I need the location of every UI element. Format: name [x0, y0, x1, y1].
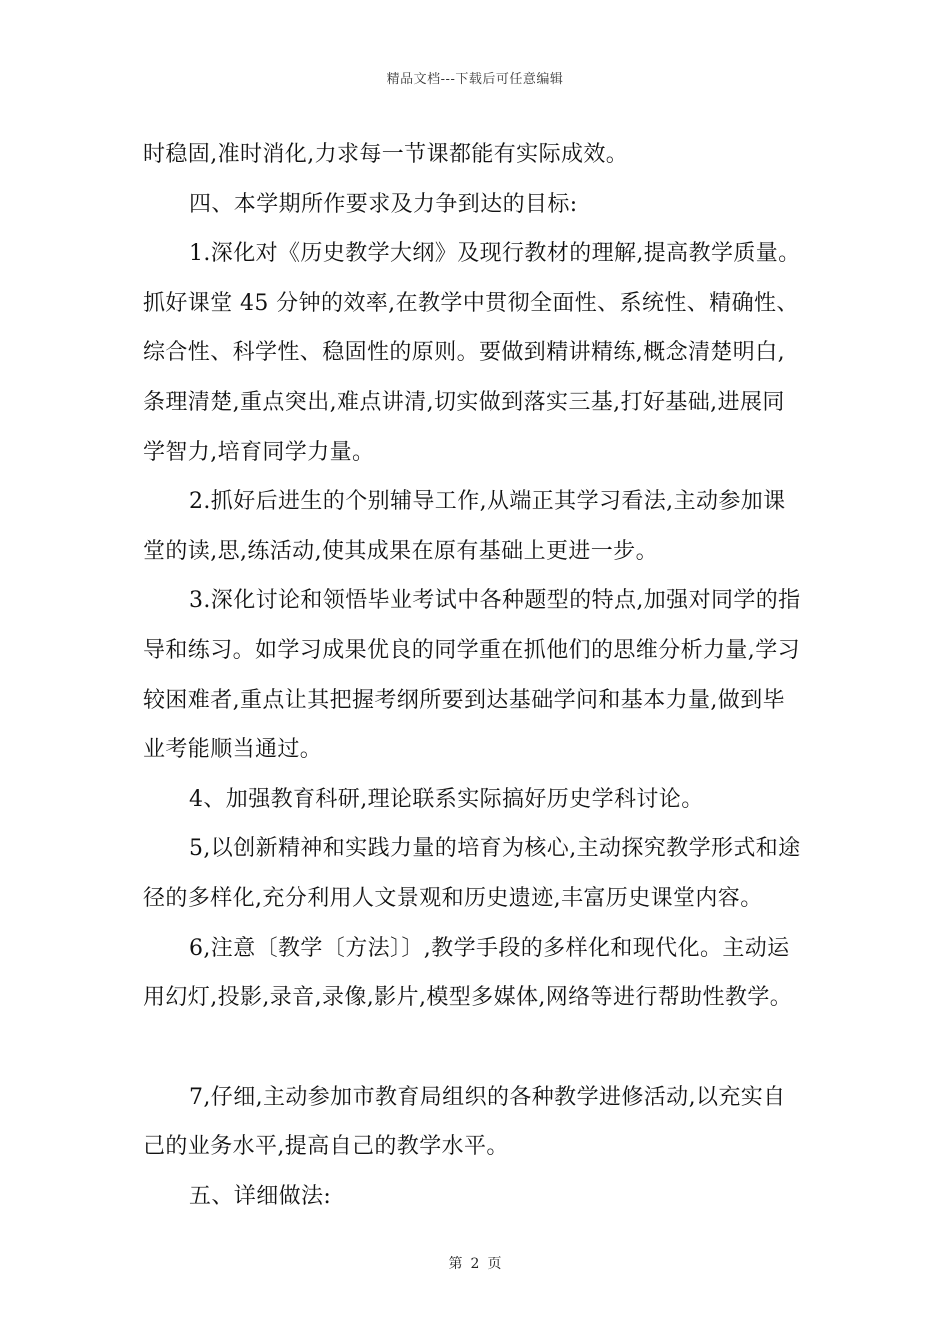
page-number: 2 [470, 1256, 480, 1272]
paragraph-line: 6,注意〔教学〔方法〕〕,教学手段的多样化和现代化。主动运 [189, 935, 790, 961]
paragraph-line: 综合性、科学性、稳固性的原则。要做到精讲精练,概念清楚明白, [143, 340, 785, 366]
paragraph-line: 时稳固,准时消化,力求每一节课都能有实际成效。 [143, 142, 629, 167]
paragraph-line: 1.深化对《历史教学大纲》及现行教材的理解,提高教学质量。 [189, 241, 801, 267]
paragraph-line: 3.深化讨论和领悟毕业考试中各种题型的特点,加强对同学的指 [189, 588, 801, 614]
paragraph-line: 导和练习。如学习成果优良的同学重在抓他们的思维分析力量,学习 [143, 637, 800, 663]
page-suffix: 页 [487, 1256, 502, 1272]
paragraph-line: 堂的读,思,练活动,使其成果在原有基础上更进一步。 [143, 538, 658, 564]
paragraph-line: 径的多样化,充分利用人文景观和历史遗迹,丰富历史课堂内容。 [143, 885, 763, 911]
paragraph-line: 用幻灯,投影,录音,录像,影片,模型多媒体,网络等进行帮助性教学。 [143, 985, 793, 1011]
paragraph-line: 4、加强教育科研,理论联系实际搞好历史学科讨论。 [189, 786, 704, 812]
paragraph-line: 5,以创新精神和实践力量的培育为核心,主动探究教学形式和途 [189, 836, 801, 862]
paragraph-line: 较困难者,重点让其把握考纲所要到达基础学问和基本力量,做到毕 [143, 687, 785, 713]
paragraph-line: 2.抓好后进生的个别辅导工作,从端正其学习看法,主动参加课 [189, 489, 786, 515]
paragraph-line: 条理清楚,重点突出,难点讲清,切实做到落实三基,打好基础,进展同 [143, 389, 785, 415]
page-footer [0, 1253, 950, 1273]
section-heading: 四、本学期所作要求及力争到达的目标: [189, 191, 578, 217]
paragraph-line: 业考能顺当通过。 [143, 737, 323, 763]
section-heading: 五、详细做法: [189, 1183, 332, 1209]
page-prefix: 第 [448, 1256, 463, 1272]
paragraph-line: 7,仔细,主动参加市教育局组织的各种教学进修活动,以充实自 [189, 1084, 786, 1110]
document-body [143, 130, 823, 1221]
page-header: 精品文档---下载后可任意编辑 [386, 72, 564, 87]
paragraph-line: 抓好课堂 45 分钟的效率,在教学中贯彻全面性、系统性、精确性、 [143, 290, 799, 316]
blank-gap [143, 1023, 823, 1073]
paragraph-line: 己的业务水平,提高自己的教学水平。 [143, 1134, 509, 1160]
paragraph-line: 学智力,培育同学力量。 [143, 439, 375, 465]
